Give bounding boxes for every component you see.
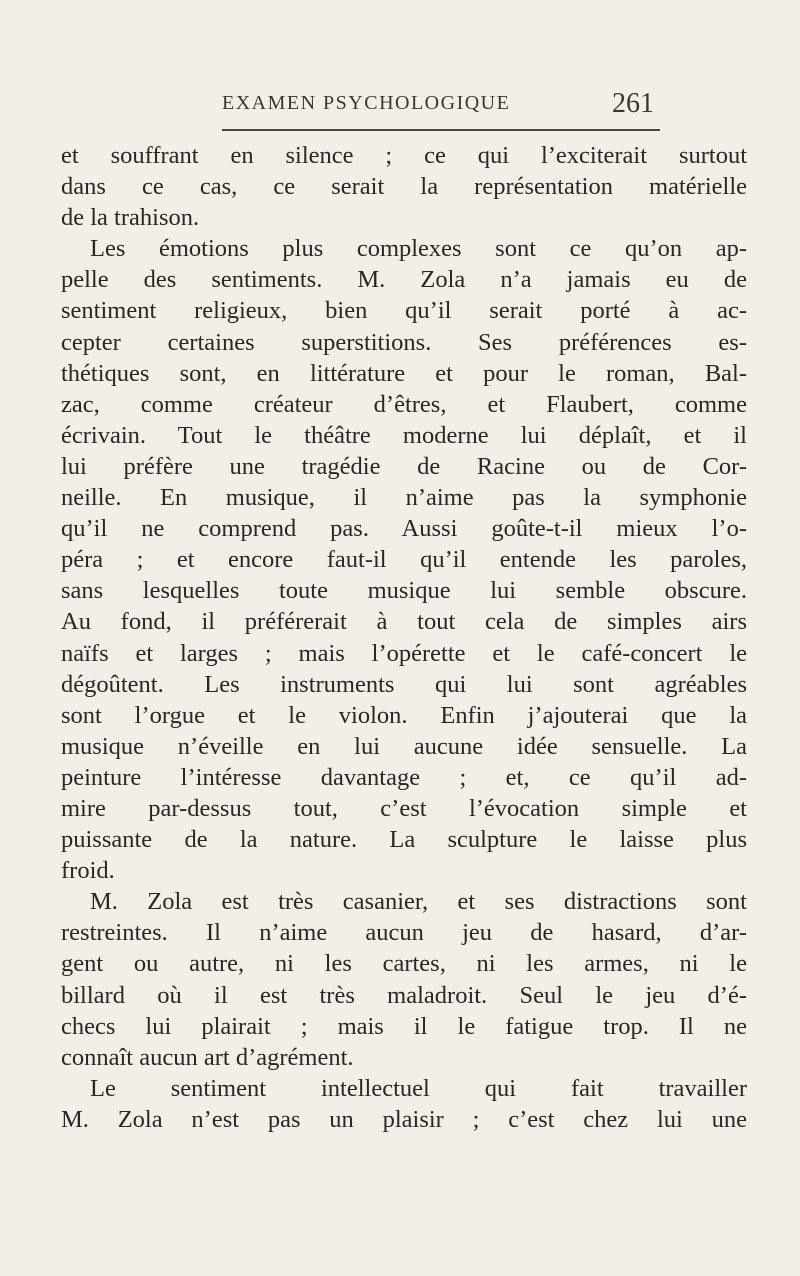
text-line: dans ce cas, ce serait la représentation matérielle [61,173,747,201]
text-line: M. Zola est très casanier, et ses distractions sont [90,888,747,916]
text-line: de la trahison. [61,204,200,232]
text-line: musique n’éveille en lui aucune idée sensuelle. La [61,732,747,760]
text-line: sont l’orgue et le violon. Enfin j’ajouterai que la [61,701,747,729]
text-line: puissante de la nature. La sculpture le laisse plus [61,826,747,854]
body-text [61,140,747,1135]
text-line: péra ; et encore faut-il qu’il entende les paroles, [61,546,747,574]
text-line: dégoûtent. Les instruments qui lui sont agréables [61,670,747,698]
text-line: écrivain. Tout le théâtre moderne lui déplaît, et il [61,421,747,449]
text-line: naïfs et larges ; mais l’opérette et le café-concert le [61,639,747,667]
page-number: 261 [612,88,654,119]
running-head [222,88,662,122]
header-rule [222,129,660,131]
text-line: froid. [61,857,115,885]
text-line: restreintes. Il n’aime aucun jeu de hasard, d’ar- [61,919,747,947]
text-line: Les émotions plus complexes sont ce qu’on ap- [90,235,747,263]
text-line: thétiques sont, en littérature et pour le roman, Bal- [61,359,747,387]
text-line: billard où il est très maladroit. Seul le jeu d’é- [61,981,747,1009]
text-line: M. Zola n’est pas un plaisir ; c’est chez lui une [61,1105,747,1133]
text-line: Au fond, il préférerait à tout cela de simples airs [61,608,747,636]
text-line: connaît aucun art d’agrément. [61,1043,354,1071]
running-title: EXAMEN PSYCHOLOGIQUE [222,92,511,114]
text-line: neille. En musique, il n’aime pas la symphonie [61,484,747,512]
text-line: sentiment religieux, bien qu’il serait porté à ac- [61,297,747,325]
text-line: pelle des sentiments. M. Zola n’a jamais eu de [61,266,747,294]
text-line: Le sentiment intellectuel qui fait travailler [90,1074,747,1102]
text-line: gent ou autre, ni les cartes, ni les armes, ni le [61,950,747,978]
text-line: mire par-dessus tout, c’est l’évocation simple et [61,794,747,822]
text-line: peinture l’intéresse davantage ; et, ce qu’il ad- [61,763,747,791]
text-line: checs lui plairait ; mais il le fatigue trop. Il ne [61,1012,747,1040]
text-line: qu’il ne comprend pas. Aussi goûte-t-il mieux l’o- [61,515,747,543]
text-line: sans lesquelles toute musique lui semble obscure. [61,577,747,605]
text-line: zac, comme créateur d’êtres, et Flaubert, comme [61,390,747,418]
text-line: lui préfère une tragédie de Racine ou de Cor- [61,452,747,480]
text-line: cepter certaines superstitions. Ses préférences es- [61,328,747,356]
text-line: et souffrant en silence ; ce qui l’exciterait surtout [61,142,747,169]
